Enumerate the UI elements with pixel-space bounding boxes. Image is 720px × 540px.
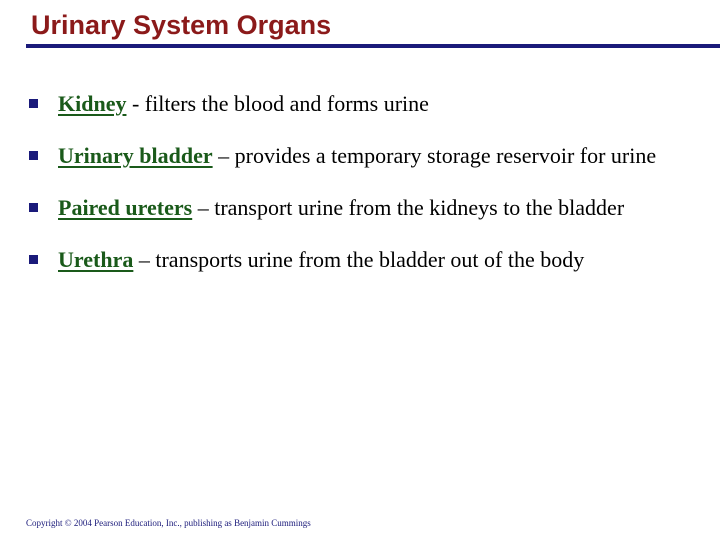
bullet-term: Kidney	[58, 91, 127, 116]
bullet-text: – provides a temporary storage reservoir for urine	[212, 143, 657, 168]
bullet-term: Urethra	[58, 247, 134, 272]
square-bullet-icon	[29, 255, 38, 264]
title-divider	[26, 44, 720, 48]
square-bullet-icon	[29, 99, 38, 108]
slide-title: Urinary System Organs	[31, 10, 332, 40]
bullet-text: - filters the blood and forms urine	[126, 91, 429, 116]
bullet-text: – transports urine from the bladder out of the body	[133, 247, 585, 272]
bullet-term: Urinary bladder	[58, 143, 213, 168]
bullet-text: – transport urine from the kidneys to the bladder	[192, 195, 625, 220]
square-bullet-icon	[29, 151, 38, 160]
bullet-item-paired-ureters	[26, 192, 706, 224]
bullet-term: Paired ureters	[58, 195, 193, 220]
bullet-item-urethra	[26, 244, 706, 276]
bullet-list	[26, 88, 706, 296]
square-bullet-icon	[29, 203, 38, 212]
bullet-item-kidney	[26, 88, 706, 120]
bullet-item-urinary-bladder	[26, 140, 706, 172]
copyright-footer: Copyright © 2004 Pearson Education, Inc., publishing as Benjamin Cummings	[26, 518, 311, 528]
